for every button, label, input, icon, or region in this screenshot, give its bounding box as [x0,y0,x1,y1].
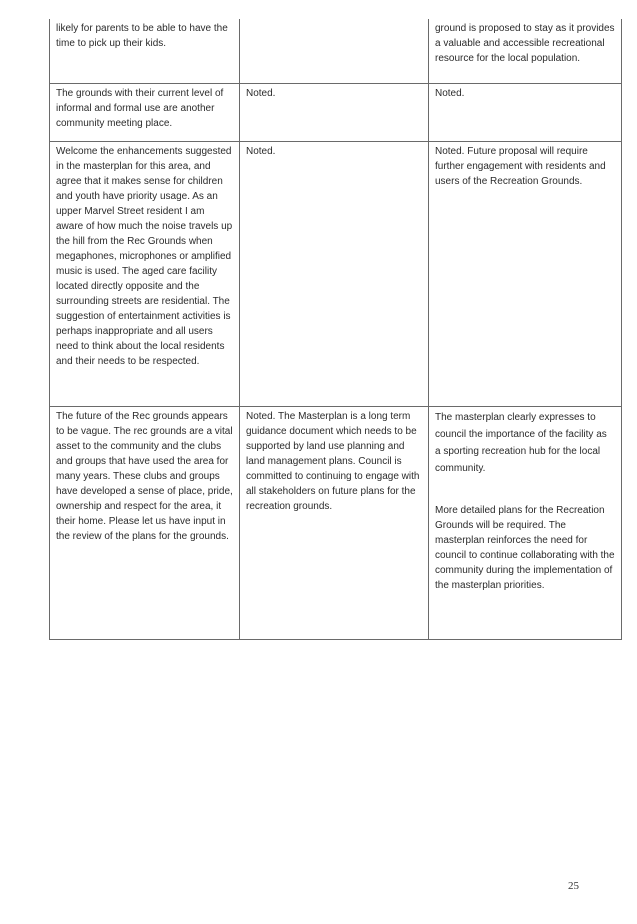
response-cell [240,407,429,640]
outcome-text: Noted. [435,88,465,99]
submission-cell [50,407,240,640]
response-cell [240,19,429,84]
table-row [50,142,622,407]
page-number: 25 [568,880,579,892]
outcome-text: Noted. Future proposal will require further engagement with residents and users of the Recreation Grounds. [435,146,606,187]
response-text: Noted. The Masterplan is a long term guidance document which needs to be supported by land use planning and land management plans. Council is committed to continuing to engage with all stakeholders on future plans for the recreation grounds. [246,411,420,512]
submission-text: Welcome the enhancements suggested in the masterplan for this area, and agree that it makes sense for children and youth have priority usage. As an upper Marvel Street resident I am aware of how much the noise travels up the hill from the Rec Grounds when megaphones, microphones or amplified music is used. The aged care facility located directly opposite and the surrounding streets are residential. The suggestion of entertainment activities is perhaps inappropriate and all users need to think about the local residents and their needs to be respected. [56,146,233,367]
outcome-text: ground is proposed to stay as it provides a valuable and accessible recreational resource for the local population. [435,23,615,64]
response-cell [240,142,429,407]
submission-cell [50,142,240,407]
outcome-cell [429,407,622,640]
response-text: Noted. [246,88,276,99]
paragraph-gap [435,477,615,503]
table-row [50,407,622,640]
outcome-text-part1: The masterplan clearly expresses to council the importance of the facility as a sporting recreation hub for the local community. [435,412,607,474]
submissions-table [49,19,622,640]
submission-text: The grounds with their current level of informal and formal use are another community meeting place. [56,88,224,129]
submission-text: likely for parents to be able to have the time to pick up their kids. [56,23,228,49]
outcome-cell [429,142,622,407]
response-text: Noted. [246,146,276,157]
table-row [50,19,622,84]
submission-text: The future of the Rec grounds appears to be vague. The rec grounds are a vital asset to the community and the clubs and groups that have used the area for many years. These clubs and groups have developed a sense of place, pride, ownership and respect for the area, it their home. Please let us have input in the review of the plans for the grounds. [56,411,233,542]
outcome-cell [429,84,622,142]
response-cell [240,84,429,142]
submission-cell [50,19,240,84]
outcome-cell [429,19,622,84]
table-row [50,84,622,142]
outcome-text-part2: More detailed plans for the Recreation Grounds will be required. The masterplan reinforces the need for council to continue collaborating with the community during the implementation of the masterplan priorities. [435,505,615,591]
submission-cell [50,84,240,142]
